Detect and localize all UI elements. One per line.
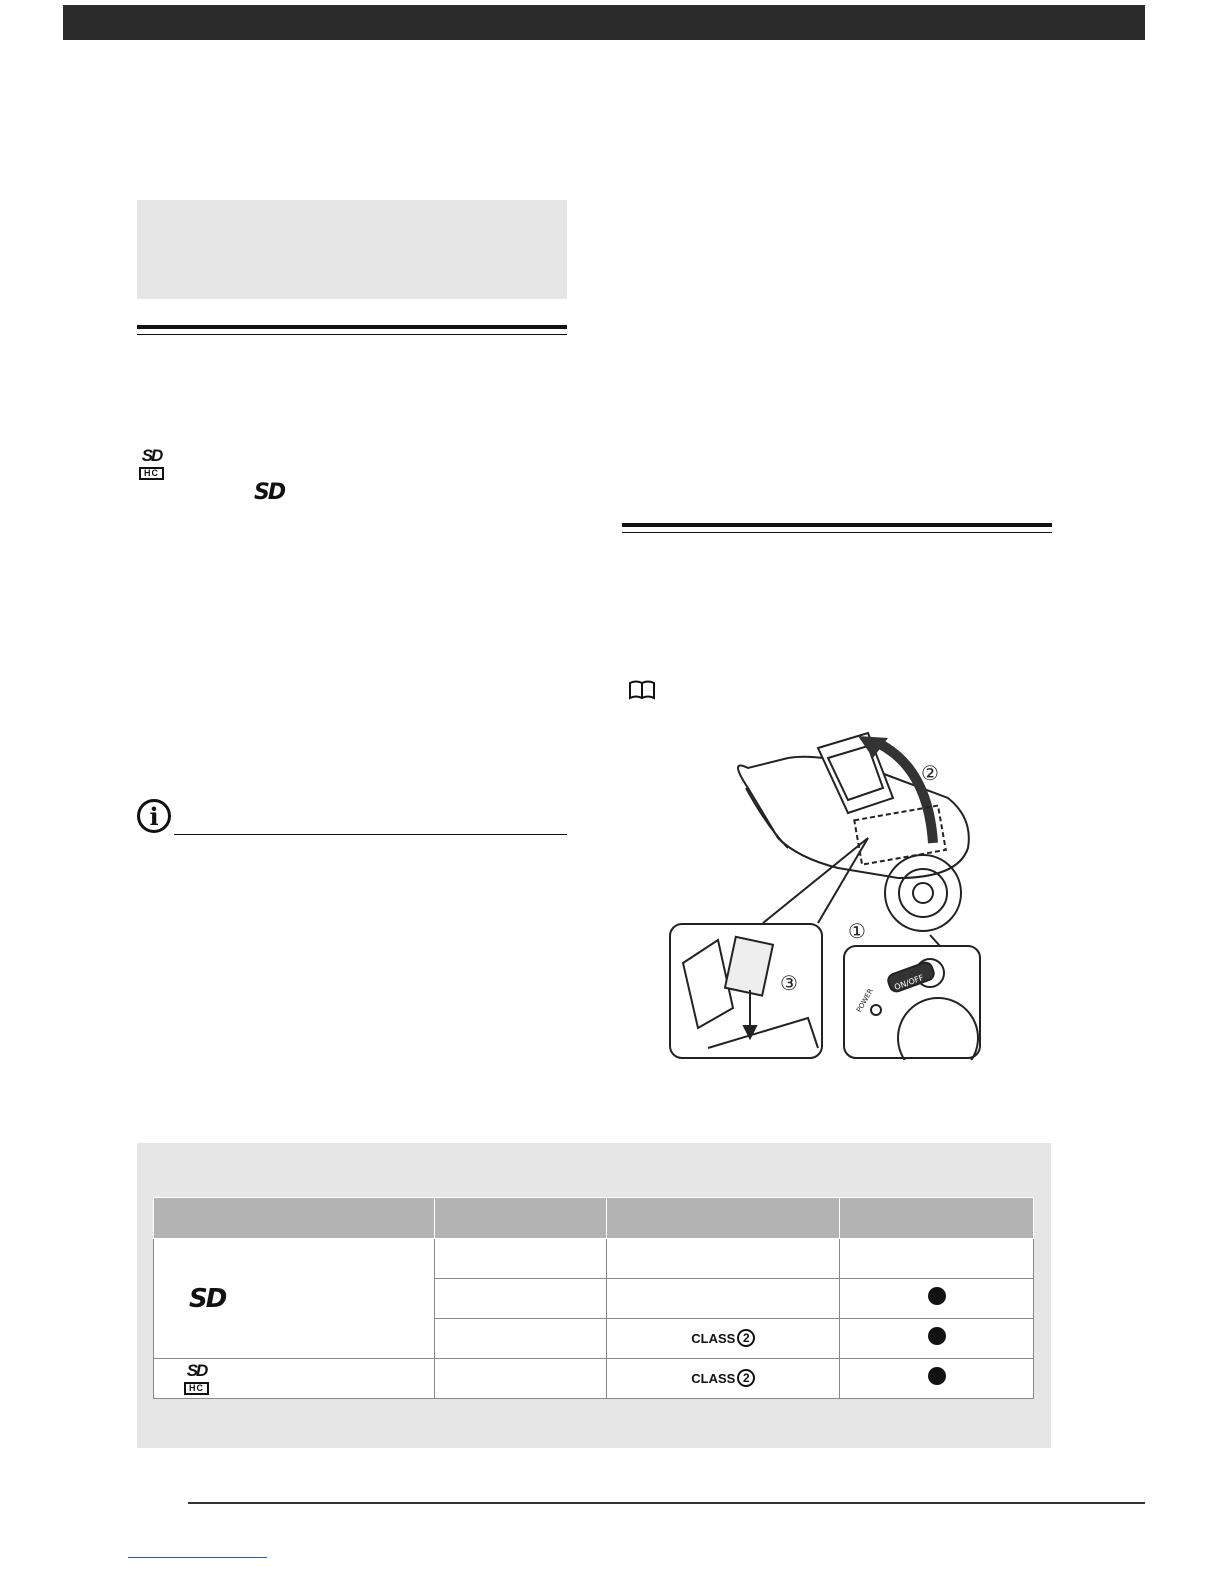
sdhc-card-type-cell: [154, 1359, 435, 1399]
table-cell: [607, 1279, 840, 1319]
table-cell: [840, 1279, 1034, 1319]
table-cell: [607, 1239, 840, 1279]
class-2-logo: CLASS 2: [691, 1329, 755, 1347]
sd-logo: SD: [189, 1283, 226, 1314]
supported-dot: [928, 1287, 946, 1305]
supported-dot: [928, 1367, 946, 1385]
table-cell: [840, 1319, 1034, 1359]
table-cell: [434, 1319, 607, 1359]
table-header-cell: [607, 1198, 840, 1239]
on-off-label: ON/OFF: [893, 973, 925, 992]
header-bar: [63, 5, 1145, 40]
table-cell: [434, 1239, 607, 1279]
note-box: [137, 200, 567, 299]
table-cell: [434, 1279, 607, 1319]
supported-dot: [928, 1327, 946, 1345]
table-header-cell: [434, 1198, 607, 1239]
book-icon: [628, 680, 656, 706]
table-cell: [434, 1359, 607, 1399]
footer-link-underline[interactable]: [128, 1557, 267, 1558]
sd-card-type-cell: [154, 1239, 435, 1359]
section-rule-thin: [137, 334, 567, 335]
table-row: [154, 1359, 1034, 1399]
section-rule-thin-right: [622, 532, 1052, 533]
section-rule-thick-right: [622, 523, 1052, 527]
compatible-cards-table: [153, 1197, 1034, 1399]
callout-1: ①: [848, 919, 866, 943]
table-cell: [607, 1359, 840, 1399]
table-cell: [840, 1239, 1034, 1279]
section-rule-thick: [137, 325, 567, 329]
table-header-cell: [840, 1198, 1034, 1239]
table-row: [154, 1239, 1034, 1279]
table-cell: [607, 1319, 840, 1359]
camcorder-card-insertion-figure: [668, 728, 984, 1060]
sdhc-logo: SD HC: [184, 1362, 209, 1395]
table-header-cell: [154, 1198, 435, 1239]
callout-2: ②: [921, 761, 939, 785]
power-label: POWER: [855, 987, 875, 1014]
table-header-row: [154, 1198, 1034, 1239]
info-rule: [174, 834, 567, 835]
footer-rule: [188, 1502, 1145, 1504]
class-2-logo: CLASS 2: [691, 1369, 755, 1387]
sd-logo: SD: [254, 480, 285, 505]
sdhc-logo: SD HC: [139, 447, 164, 480]
info-icon: i: [137, 799, 171, 833]
table-cell: [840, 1359, 1034, 1399]
callout-3: ③: [780, 971, 798, 995]
